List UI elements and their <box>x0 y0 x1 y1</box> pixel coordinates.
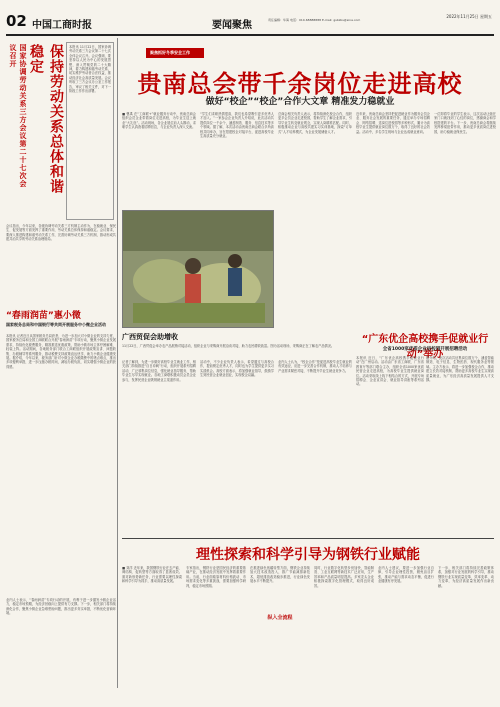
bottom-headline: 理性探索和科学引导为钢铁行业赋能 <box>196 547 420 563</box>
main-column-3: 总商会相关负责人表示，将持续深化校企合作，组织更多会员企业走进校园，帮助学生了解企业需求，引导毕业生转变就业观念，实现人岗精准匹配。同时，积极推动企业与高校共建实习实训基地，探索“订单式”人才培养模式，为企业发展储备人才。 <box>278 112 352 134</box>
masthead-rule <box>6 34 494 36</box>
vertical-headline-block <box>9 44 66 194</box>
left-body-2: 本报讯 记者近日从国家税务总局获悉，为进一步加大对小微企业的支持力度，国家税务总局和全国工商联联合开展“春雨润苗”专项行动，聚焦小微企业发展需求，持续优化税费服务，精准推送优惠政策，帮助小微市场主体纾困解难、轻装上阵。活动期间，各地税务部门联合工商联组织开展政策宣讲、问题收集、办税辅导等系列服务，推动税费支持政策直达快享，助力小微企业健康发展。据介绍，今年以来，税务部门针对小微企业办税缴费中的堵点难点，推出多项便利举措，进一步压缩办税时间，减轻办税负担，切实增强小微企业的获得感。 <box>6 334 116 369</box>
main-column-2: “学生们求职热情很高，我们也希望吸引更多优秀人才加入。”一家参会企业负责人介绍说，此次活动共提供岗位一千余个，涵盖制造、服务、信息技术等多个领域。据了解，本次活动由贵南总商会联合多所高校共同举办，旨在搭建校企对接平台，促进高校毕业生高质量充分就业。 <box>200 112 274 139</box>
section-name: 要闻聚焦 <box>212 20 252 31</box>
mid-section <box>122 360 352 536</box>
main-column-5: 一位即将毕业的学生表示，这次活动让她在家门口就找到了心仪的岗位，感谢商会和学校搭建的平台。下一步，贵南总商会将继续发挥桥梁纽带作用，推动更多优质岗位进校园，助力稳就业保民生。 <box>434 112 496 134</box>
main-headline: 贵南总会带千余岗位走进高校 <box>137 70 463 98</box>
right-headline: “广东优企高校携手促就业行动”举办 <box>361 334 489 360</box>
mid-column-2: 活动中，不少企业负责人表示，希望通过与高校合作，提前锁定优秀人才，同时也为学生提供更多实习实践机会。高校方面表示，将加强就业指导，鼓励学生到民营企业就业创业，实现校企双赢。 <box>200 360 274 378</box>
photo-image <box>123 211 274 328</box>
lead-box-text: 本报讯 11月22日，国家协调劳动关系三方会议第二十七次全体会议召开。会议强调，要坚持以人民为中心的发展思想，深入贯彻党的二十大精神，着力构建和谐劳动关系，切实维护劳动者合法权益，推动经济社会高质量发展。会议听取了三方会议办公室工作报告，审议了相关文件，对下一阶段工作作出部署。 <box>66 42 114 220</box>
bottom-column-2: 专家指出，钢铁行业是国民经济的重要基础产业，在推动经济发展中发挥着重要作用。当前，行业面临原材料价格波动、市场需求变化等多重挑战，需要加强科学研判，稳定市场预期。 <box>186 566 246 588</box>
main-subheadline: 做好“校企”“校企”合作大文章 精准发力稳就业 <box>205 97 395 107</box>
mid-column-1: 记者了解到，为进一步做好高校毕业生就业工作，相关部门持续推进“百日冲刺”行动，组织开展系列招聘活动，广泛募集岗位信息，强化就业指导服务，帮助毕业生尽早实现就业。各地工商联积极动员会员企业参与，发挥民营企业吸纳就业主渠道作用。 <box>122 360 196 382</box>
bottom-column-4: 同时，行业数字化转型步伐加快，智能制造、工业互联网等新技术广泛应用，生产效率和产品质量明显提高。多家龙头企业积极探索数字化管理模式，取得良好成效。 <box>314 566 374 588</box>
section-divider <box>122 538 494 539</box>
left-body-3: 业内人士表示，“春雨润苗”专项行动的开展，有利于进一步激发小微企业活力，稳定市场预期，为经济回稳向上提供有力支撑。下一步，相关部门将持续深化合作，聚焦小微企业急难愁盼问题，推出更多务实举措，不断优化营商环境。 <box>6 598 116 616</box>
masthead <box>6 12 494 34</box>
mid-column-3: 业内人士认为，“校企合作”是促进高校毕业生就业的有效途径，应进一步完善合作机制，推动人才培养与产业需求紧密对接，不断提升毕业生就业竞争力。 <box>278 360 352 373</box>
photo-caption: 11月22日，广西贸促会举办农产品展销对接活动，组织企业与采购商开展洽谈对接，助力农民增收致富。图为活动现场，采购商正在了解农产品情况。 <box>122 344 335 348</box>
bottom-column-3: 在推进绿色低碳转型方面，钢铁企业持续加大技术改造投入，推广节能减排新技术，超低排放改造稳步推进，行业绿色发展水平不断提升。 <box>250 566 310 584</box>
bottom-section-label: 纵入全流程 <box>267 615 293 621</box>
right-column-1: 本报讯 近日，“广东优企高校携手促就业行动”在广州启动。活动由广东省工商联、广东省教育厅等部门联合主办，组织全省1000家优质民营企业走进高校，为高校毕业生提供就业岗位。活动采取线上线下相结合的方式，开展专场招聘会、企业宣讲会、就业指导讲座等系列活动。 <box>356 356 424 387</box>
left-subheadline-2: 国家税务总局和中国银行等共同开展服务中小微企业活动 <box>6 322 106 327</box>
left-column <box>6 38 116 698</box>
masthead-date: 2022年11月25日 星期五 <box>446 14 492 19</box>
bottom-column-5: 业内人士建议，要进一步加强行业自律，引导企业理性投资，避免盲目扩张，推动产能与需求动态平衡，促进行业健康有序发展。 <box>378 566 434 584</box>
vertical-headline: 保持劳动关系总体和谐稳定 <box>28 44 64 194</box>
right-subheadline: 全省1000家优质企业进校园开展招聘活动 <box>382 347 468 352</box>
masthead-info: 责任编辑：华海 电话：010-68888888 E-mail: gsbzbs@sina.com <box>268 18 361 22</box>
left-body-1: 会议指出，今年以来，各级协调劳动关系三方机制主动作为，在稳就业、保民生、促发展等方面发挥了重要作用，劳动关系总体保持和谐稳定。会议要求，要深入推进构建和谐劳动关系工作，完善协调劳动关系三方机制，推动形成共建共治共享的劳动关系治理格局。 <box>6 224 116 242</box>
main-column-1: ■ 曹禹 在“工商联+”就业服务行动中，贵南总商会组织会员企业带着岗位走进高校，为毕业生送上就业“大礼包”。活动现场，各企业展位前人头攒动，求职学生认真查看招聘信息，与企业负责人深入交流。 <box>122 112 196 130</box>
bottom-column-1: ■ 刘洋 近年来，我国钢铁行业在去产能、调结构、促转型等方面取得了显著成效。面对新形势新任务，行业需要以理性探索和科学引导为抓手，推动高质量发展。 <box>122 566 182 584</box>
left-headline-2: “春雨润苗”惠小微 <box>6 311 81 321</box>
section-tag: 聚焦抓好冬季安全工作 <box>146 48 204 58</box>
bottom-column-6: 下一步，相关部门将持续完善政策体系，加强对行业发展的科学引导，推动钢铁行业实现质量变革、效率变革、动力变革，为经济高质量发展作出新贡献。 <box>438 566 494 588</box>
vertical-subheadline: 国家协调劳动关系三方会议第二十七次会议召开 <box>9 44 27 188</box>
paper-name: 中国工商时报 <box>32 20 92 31</box>
column-divider <box>117 38 118 688</box>
photo-caption-headline: 广西贸促会助增收 <box>122 333 178 341</box>
right-column-2: 据介绍，此次活动共征集岗位数万个，涵盖智能制造、电子信息、生物医药、现代服务业等领域。主办方表示，将进一步加强校企合作，推动建立长效对接机制，帮助更多高校毕业生实现高质量就业，为广东经济高质量发展提供人才支撑。 <box>426 356 494 383</box>
news-photo <box>122 210 274 328</box>
main-column-4: 近年来，贵南总商会坚持把促进就业作为服务会员企业、服务社会发展的重要任务，通过举办专场招聘会、网络招聘、送岗位进校园等多种形式，累计为高校毕业生提供就业岗位数万个，取得了良好的社会效益。活动中，多名学生现场与企业达成就业意向。 <box>356 112 430 134</box>
page-number: 02 <box>6 12 27 30</box>
